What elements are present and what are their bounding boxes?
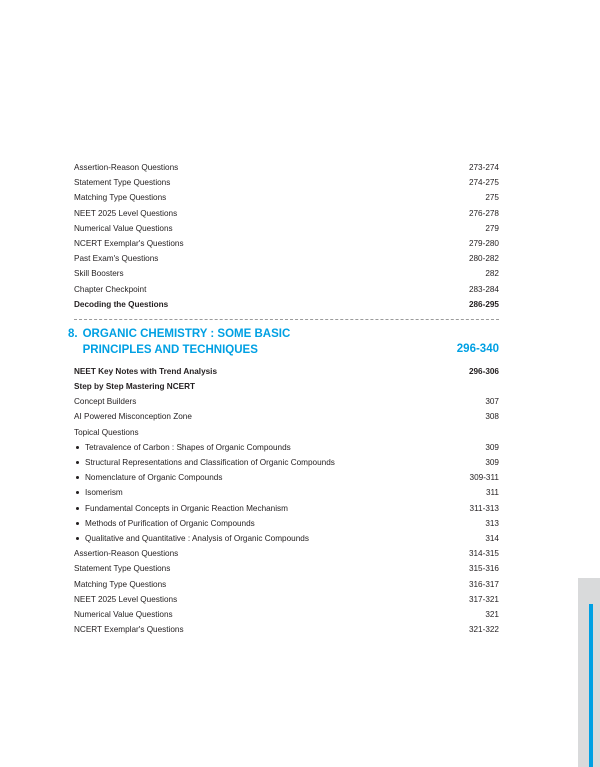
toc-entry-pages: 283-284: [468, 284, 499, 294]
toc-entry-label: Step by Step Mastering NCERT: [74, 382, 196, 392]
table-of-contents: [68, 160, 499, 637]
toc-entry[interactable]: [74, 282, 499, 297]
toc-entry-label: Statement Type Questions: [74, 564, 171, 574]
toc-entry[interactable]: [74, 592, 499, 607]
toc-entry-label: Fundamental Concepts in Organic Reaction Mechanism: [74, 501, 288, 516]
toc-entry-label: NEET 2025 Level Questions: [74, 594, 178, 604]
toc-entry[interactable]: [74, 561, 499, 576]
toc-entry[interactable]: [74, 531, 499, 546]
toc-entry-label: Nomenclature of Organic Compounds: [74, 470, 222, 485]
toc-entry-pages: 311-313: [469, 503, 499, 513]
toc-entry-pages: 282: [485, 269, 499, 279]
toc-entry-label: Numerical Value Questions: [74, 223, 173, 233]
toc-entry[interactable]: [74, 470, 499, 485]
toc-entry-label: Matching Type Questions: [74, 193, 167, 203]
toc-entry[interactable]: [74, 577, 499, 592]
toc-entry[interactable]: [74, 266, 499, 281]
toc-entry-pages: 279: [485, 223, 499, 233]
toc-entry[interactable]: [74, 501, 499, 516]
toc-entry-pages: 309: [485, 442, 499, 452]
toc-entry-pages: 314-315: [468, 549, 499, 559]
toc-entry-pages: 313: [485, 518, 499, 528]
toc-entry[interactable]: [74, 516, 499, 531]
toc-entry-pages: 276-278: [468, 208, 499, 218]
toc-entry-label: Past Exam's Questions: [74, 254, 159, 264]
toc-entry-pages: 315-316: [468, 564, 499, 574]
toc-entry-label: Assertion-Reason Questions: [74, 163, 179, 172]
chapter-page-range: 296-340: [456, 342, 499, 355]
toc-entry[interactable]: [74, 206, 499, 221]
toc-entry[interactable]: [74, 546, 499, 561]
toc-entry[interactable]: [74, 236, 499, 251]
chapter-title-line-1: ORGANIC CHEMISTRY : SOME BASIC: [82, 327, 291, 340]
chapter-heading[interactable]: [68, 326, 499, 358]
toc-entry-pages: 273-274: [468, 163, 499, 172]
toc-entry-pages: 274-275: [468, 178, 499, 188]
section-divider: [74, 319, 499, 320]
toc-entry-label: AI Powered Misconception Zone: [74, 412, 192, 422]
toc-entry[interactable]: [74, 485, 499, 500]
toc-entry-pages: 307: [485, 397, 499, 407]
toc-top-section: [74, 160, 499, 312]
toc-entry-label: Structural Representations and Classification of Organic Compounds: [74, 455, 335, 470]
toc-entry[interactable]: [74, 297, 499, 312]
toc-entry[interactable]: [74, 175, 499, 190]
toc-entry-pages: 286-295: [468, 299, 499, 309]
toc-entry[interactable]: [74, 251, 499, 266]
toc-entry[interactable]: [74, 455, 499, 470]
toc-entry-label: NEET 2025 Level Questions: [74, 208, 178, 218]
toc-entry[interactable]: [74, 622, 499, 637]
toc-entry-label: Decoding the Questions: [74, 299, 169, 309]
toc-entry-label: Matching Type Questions: [74, 579, 167, 589]
toc-entry-pages: 314: [485, 533, 499, 543]
chapter-title: [83, 326, 291, 358]
chapter-title-line-2: PRINCIPLES AND TECHNIQUES: [82, 343, 258, 356]
toc-entry[interactable]: [74, 364, 499, 379]
toc-entry[interactable]: [74, 425, 499, 440]
toc-entry-label: Isomerism: [74, 485, 123, 500]
toc-entry-pages: 309-311: [469, 473, 499, 483]
chapter-heading-left: [68, 326, 290, 358]
toc-entry-label: NCERT Exemplar's Questions: [74, 625, 184, 635]
toc-entry[interactable]: [74, 409, 499, 424]
toc-entry-pages: 311: [485, 488, 499, 498]
toc-entry-pages: 321: [485, 609, 499, 619]
toc-entry-label: Concept Builders: [74, 397, 137, 407]
toc-chapter-section: [74, 364, 499, 637]
toc-entry-label: Skill Boosters: [74, 269, 124, 279]
chapter-number: 8.: [68, 327, 78, 340]
toc-entry[interactable]: [74, 394, 499, 409]
toc-entry-pages: 321-322: [468, 625, 499, 635]
page-edge-blue-bar: [589, 604, 593, 767]
toc-entry-pages: 275: [485, 193, 499, 203]
toc-entry[interactable]: [74, 160, 499, 175]
toc-entry-label: Topical Questions: [74, 427, 139, 437]
toc-entry-pages: 280-282: [468, 254, 499, 264]
toc-entry[interactable]: [74, 607, 499, 622]
toc-entry-pages: 316-317: [468, 579, 499, 589]
toc-entry-label: Tetravalence of Carbon : Shapes of Organic Compounds: [74, 440, 291, 455]
toc-entry[interactable]: [74, 190, 499, 205]
toc-entry-pages: 309: [485, 458, 499, 467]
toc-entry-label: Assertion-Reason Questions: [74, 549, 179, 559]
toc-entry-pages: 308: [485, 412, 499, 422]
toc-entry-label: Chapter Checkpoint: [74, 284, 147, 294]
toc-entry-label: NCERT Exemplar's Questions: [74, 238, 184, 248]
toc-entry-pages: 296-306: [468, 366, 499, 376]
toc-entry-label: Statement Type Questions: [74, 178, 171, 188]
toc-entry-label: NEET Key Notes with Trend Analysis: [74, 366, 218, 376]
toc-entry[interactable]: [74, 379, 499, 394]
toc-entry-label: Numerical Value Questions: [74, 609, 173, 619]
toc-entry-label: Methods of Purification of Organic Compounds: [74, 516, 255, 531]
toc-entry-pages: 279-280: [468, 238, 499, 248]
toc-entry-pages: 317-321: [468, 594, 499, 604]
toc-entry[interactable]: [74, 440, 499, 455]
toc-entry-label: Qualitative and Quantitative : Analysis of Organic Compounds: [74, 531, 309, 546]
toc-entry[interactable]: [74, 221, 499, 236]
